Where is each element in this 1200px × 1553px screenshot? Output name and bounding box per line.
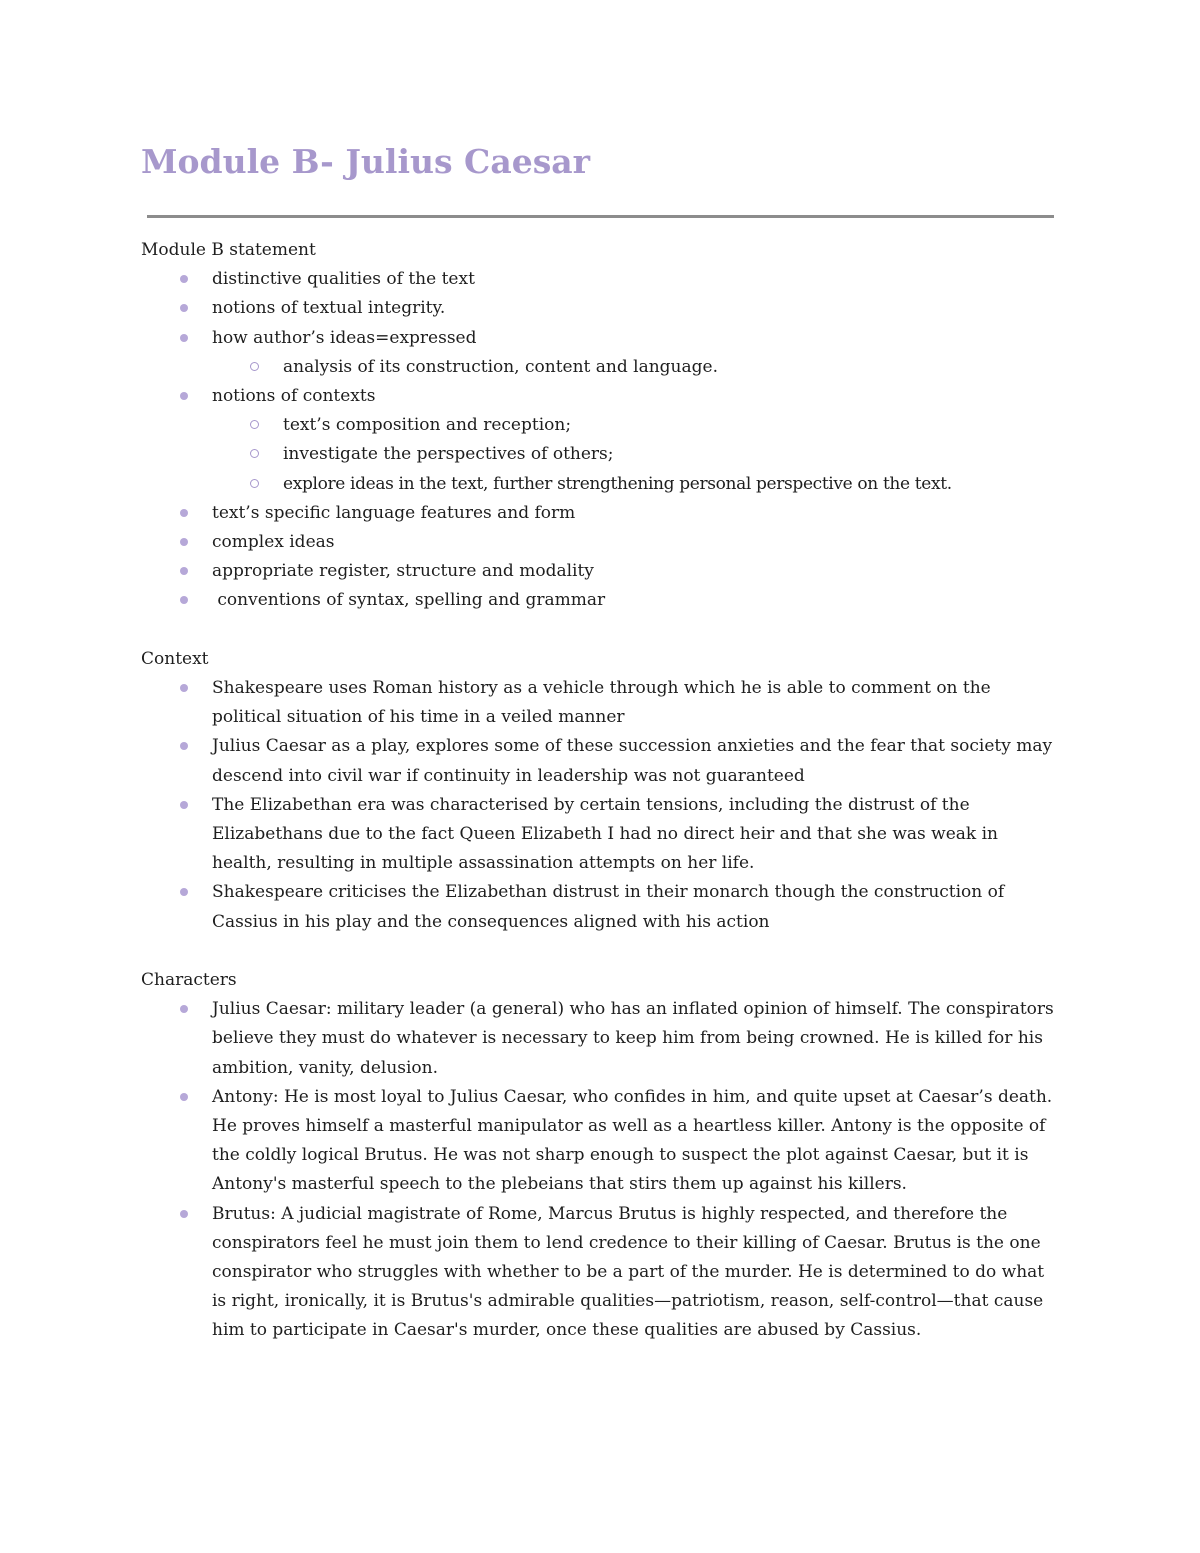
- sub-list-item-text: explore ideas in the text, further strengthening personal perspective on the text.: [283, 473, 952, 494]
- list-item-text: conventions of syntax, spelling and grammar: [212, 590, 606, 611]
- sub-list: [212, 411, 1056, 499]
- list-item: [212, 878, 1056, 936]
- hollow-bullet-icon: [250, 362, 259, 371]
- list-item: [212, 294, 1056, 323]
- list-item: [212, 499, 1056, 528]
- list-item-text: distinctive qualities of the text: [212, 269, 475, 290]
- sub-list-item: [283, 440, 1056, 469]
- list-item-text: notions of contexts: [212, 386, 376, 407]
- list-item-text: Shakespeare criticises the Elizabethan distrust in their monarch though the construction of Cassius in his play and the consequences aligned with his action: [212, 882, 1005, 932]
- bullet-icon: [180, 1005, 188, 1013]
- list-item: [212, 265, 1056, 294]
- list-item-text: The Elizabethan era was characterised by certain tensions, including the distrust of the Elizabethans due to the fact Queen Elizabeth I had no direct heir and that she was weak in health, resulting in multiple assassination attempts on her life.: [212, 794, 998, 874]
- list-item: [212, 995, 1056, 1083]
- list-item-text: Julius Caesar: military leader (a general) who has an inflated opinion of himself. The conspirators believe they must do whatever is necessary to keep him from being crowned. He is killed for his ambition, vanity, delusion.: [212, 999, 1054, 1078]
- bullet-icon: [180, 509, 188, 517]
- hollow-bullet-icon: [250, 479, 259, 488]
- bullet-icon: [180, 742, 188, 750]
- list-item: [212, 324, 1056, 382]
- list-item-text: text’s specific language features and form: [212, 502, 576, 523]
- sub-list-item-text: investigate the perspectives of others;: [283, 444, 614, 465]
- sub-list-item: [283, 353, 1056, 382]
- bullet-icon: [180, 801, 188, 809]
- sub-list-item: [283, 470, 1056, 499]
- bullet-icon: [180, 334, 188, 342]
- section-context: [141, 645, 1056, 937]
- bullet-icon: [180, 888, 188, 896]
- list-item: [212, 791, 1056, 879]
- hollow-bullet-icon: [250, 420, 259, 429]
- document-title: Module B- Julius Caesar: [141, 142, 591, 181]
- list-item: [212, 557, 1056, 586]
- title-underline: [147, 215, 1054, 218]
- list-item-text: appropriate register, structure and modality: [212, 561, 594, 582]
- sub-list-item-text: analysis of its construction, content and language.: [283, 356, 718, 377]
- sub-list: [212, 353, 1056, 382]
- characters-list: [141, 995, 1056, 1345]
- section-module-b-statement: [141, 236, 1056, 616]
- section-characters: [141, 966, 1056, 1346]
- bullet-icon: [180, 1210, 188, 1218]
- list-item: [212, 382, 1056, 499]
- list-item-text: complex ideas: [212, 532, 335, 553]
- list-item: [212, 1200, 1056, 1346]
- context-list: [141, 674, 1056, 937]
- bullet-icon: [180, 684, 188, 692]
- hollow-bullet-icon: [250, 449, 259, 458]
- list-item: [212, 732, 1056, 790]
- list-item-text: Shakespeare uses Roman history as a vehicle through which he is able to comment on the political situation of his time in a veiled manner: [212, 678, 991, 728]
- list-item: [212, 528, 1056, 557]
- bullet-icon: [180, 596, 188, 604]
- list-item-text: Brutus: A judicial magistrate of Rome, Marcus Brutus is highly respected, and therefore the conspirators feel he must join them to lend credence to their killing of Caesar. Brutus is the one conspirator who struggles with whether to be a part of the murder. He is determined to do what is right, ironically, it is Brutus's admirable qualities—patriotism, reason, self-control—that cause him to participate in Caesar's murder, once these qualities are abused by Cassius.: [212, 1203, 1045, 1341]
- bullet-icon: [180, 304, 188, 312]
- bullet-icon: [180, 275, 188, 283]
- list-item: [212, 586, 1056, 615]
- sub-list-item: [283, 411, 1056, 440]
- list-item-text: notions of textual integrity.: [212, 298, 446, 319]
- bullet-icon: [180, 567, 188, 575]
- section-heading-module-b: Module B statement: [141, 240, 316, 260]
- bullet-icon: [180, 392, 188, 400]
- section-heading-context: Context: [141, 648, 209, 669]
- sub-list-item-text: text’s composition and reception;: [283, 415, 572, 436]
- list-item: [212, 674, 1056, 732]
- list-item: [212, 1083, 1056, 1200]
- document-body: [141, 236, 1056, 1346]
- list-item-text: Antony: He is most loyal to Julius Caesar, who confides in him, and quite upset at Caesar’s death. He proves himself a masterful manipulator as well as a heartless killer. Antony is the opposite of the coldly logical Brutus. He was not sharp enough to suspect the plot against Caesar, but it is Antony's masterful speech to the plebeians that stirs them up against his killers.: [212, 1086, 1053, 1195]
- list-item-text: Julius Caesar as a play, explores some of these succession anxieties and the fear that society may descend into civil war if continuity in leadership was not guaranteed: [212, 736, 1053, 786]
- module-b-list: [141, 265, 1056, 615]
- section-heading-characters: Characters: [141, 970, 237, 991]
- bullet-icon: [180, 1093, 188, 1101]
- list-item-text: how author’s ideas=expressed: [212, 327, 477, 348]
- bullet-icon: [180, 538, 188, 546]
